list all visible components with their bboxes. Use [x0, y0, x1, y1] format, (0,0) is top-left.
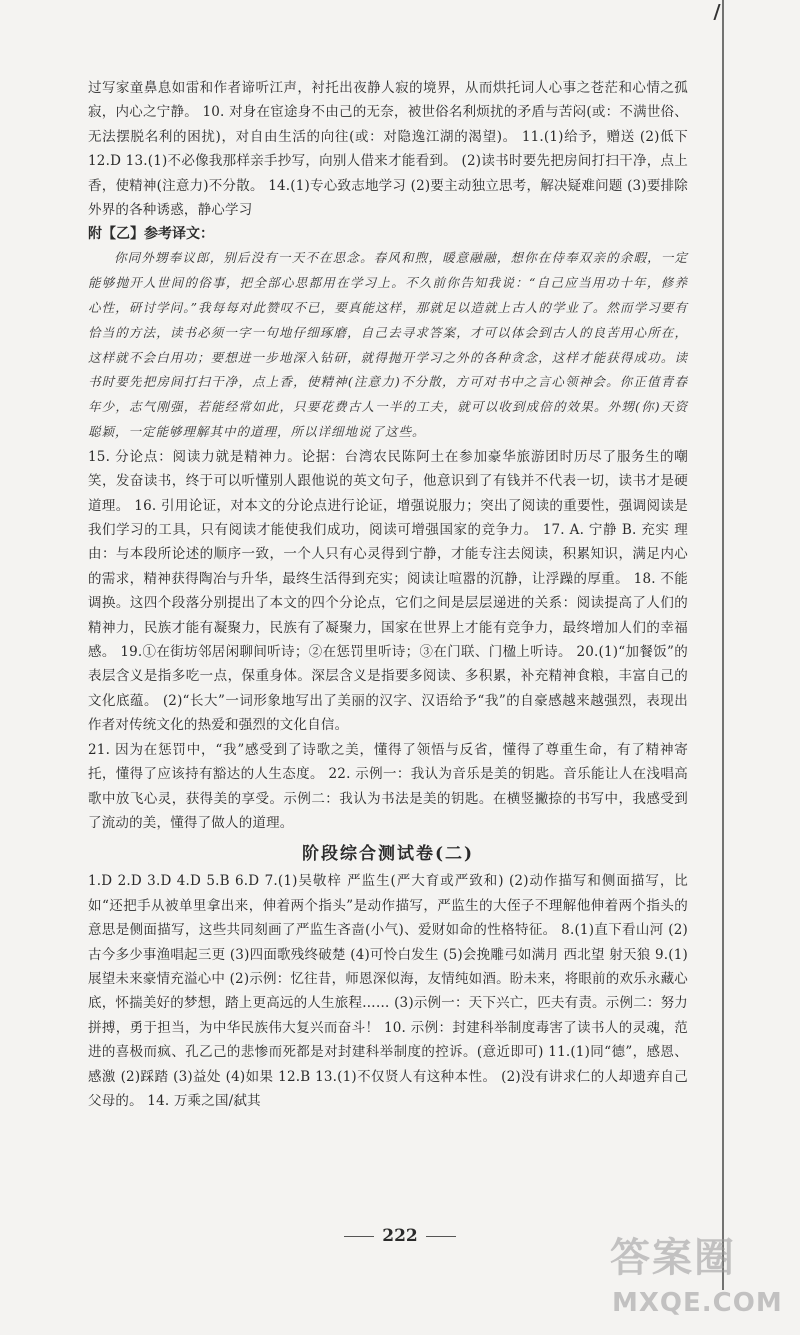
answer-paragraph-bottom: 1.D 2.D 3.D 4.D 5.B 6.D 7.(1)吴敬梓 严监生(严大育或严致和) (2)动作描写和侧面描写，比如“还把手从被单里拿出来，伸着两个指头”是动作描写，严监生的大侄子不理解他伸着两个指头的意思是侧面描写，这些共同刻画了严监生吝啬(小气)、爱财如命的性格特征。 8.(1)直下看山河 (2)古今多少事渔唱起三更 (3)四面歌残终破楚 (4)可怜白发生 (5)会挽雕弓如满月 西北望 射天狼 9.(1)展望未来豪情充溢心中 (2)示例：忆往昔，师恩深似海，友情纯如酒。盼未来，将眼前的欢乐永藏心底，怀揣美好的梦想，踏上更高远的人生旅程…… (3)示例一：天下兴亡，匹夫有责。示例二：努力拼搏，勇于担当，为中华民族伟大复兴而奋斗！ 10. 示例：封建科举制度毒害了读书人的灵魂，范进的喜极而疯、孔乙己的悲惨而死都是对封建科举制度的控诉。(意近即可) 11.(1)同“德”，感恩、感激 (2)踩踏 (3)益处 (4)如果 12.B 13.(1)不仅贤人有这种本性。 (2)没有讲求仁的人却遗弃自己父母的。 14. 万乘之国/弑其 — [88, 873, 688, 1109]
page-content — [88, 76, 688, 1113]
answer-paragraph-mid-1: 15. 分论点：阅读力就是精神力。论据：台湾农民陈阿土在参加豪华旅游团时历尽了服务生的嘲笑，发奋读书，终于可以听懂别人跟他说的英文句子，他意识到了有钱并不代表一切，读书才是硬道理。 16. 引用论证，对本文的分论点进行论证，增强说服力；突出了阅读的重要性，强调阅读是我们学习的工具，只有阅读才能使我们成功，阅读可增强国家的竞争力。 17. A. 宁静 B. 充实 理由：与本段所论述的顺序一致，一个人只有心灵得到宁静，才能专注去阅读，积累知识，满足内心的需求，精神获得陶冶与升华，最终生活得到充实；阅读让喧嚣的沉静，让浮躁的厚重。 18. 不能调换。这四个段落分别提出了本文的四个分论点，它们之间是层层递进的关系：阅读提高了人们的精神力，民族才能有凝聚力，民族有了凝聚力，国家在世界上才能有竞争力，最终增加人们的幸福感。 19.①在街坊邻居闲聊间听诗；②在惩罚里听诗；③在门联、门楹上听诗。 20.(1)“加餐饭”的表层含义是指多吃一点，保重身体。深层含义是指要多阅读、多积累，补充精神食粮，丰富自己的文化底蕴。 (2)“长大”一词形象地写出了美丽的汉字、汉语给予“我”的自豪感越来越强烈，表现出作者对传统文化的热爱和强烈的文化自信。 — [88, 448, 688, 734]
footer-dash-right — [426, 1236, 456, 1237]
section-title: 阶段综合测试卷(二) — [301, 844, 475, 865]
answer-paragraph-top: 过写家童鼻息如雷和作者谛听江声，衬托出夜静人寂的境界，从而烘托词人心事之苍茫和心情之孤寂，内心之宁静。 10. 对身在宦途身不由己的无奈，被世俗名利烦扰的矛盾与苦闷(或：不满世俗、无法摆脱名利的困扰)，对自由生活的向往(或：对隐逸江湖的渴望)。 11.(1)给予，赠送 (2)低下 12.D 13.(1)不必像我那样亲手抄写，向别人借来才能看到。 (2)读书时要先把房间打扫干净，点上香，使精神(注意力)不分散。 14.(1)专心致志地学习 (2)要主动独立思考，解决疑难问题 (3)要排除外界的各种诱惑，静心学习 — [88, 80, 688, 219]
binding-line — [722, 0, 724, 1290]
watermark-logo — [590, 1222, 790, 1332]
answer-paragraph-mid-2: 21. 因为在惩罚中，“我”感受到了诗歌之美，懂得了领悟与反省，懂得了尊重生命，有了精神寄托，懂得了应该持有豁达的人生态度。 22. 示例一：我认为音乐是美的钥匙。音乐能让人在浅唱高歌中放飞心灵，获得美的享受。示例二：我认为书法是美的钥匙。在横竖撇捺的书写中，我感受到了流动的美，懂得了做人的道理。 — [88, 741, 688, 831]
page-number: 222 — [382, 1226, 418, 1246]
footer-dash-left — [344, 1236, 374, 1237]
binding-mark — [713, 4, 726, 20]
reference-translation: 你同外甥奉议郎，别后没有一天不在思念。春风和煦，暖意融融，想你在侍奉双亲的余暇，一定能够抛开人世间的俗事，把全部心思都用在学习上。不久前你告知我说：“自己应当用功十年，修养心性，研讨学问。”我每每对此赞叹不已，要真能这样，那就足以造就上古人的学业了。然而学习要有恰当的方法，读书必须一字一句地仔细琢磨，自己去寻求答案，才可以体会到古人的良苦用心所在，这样就不会白用功；要想进一步地深入钻研，就得抛开学习之外的各种贪念，这样才能获得成功。读书时要先把房间打扫干净，点上香，使精神(注意力)不分散，方可对书中之言心领神会。你正值青春年少，志气刚强，若能经常如此，只要花费古人一半的工夫，就可以收到成倍的效果。外甥(你)天资聪颖，一定能够理解其中的道理，所以详细地说了这些。 — [88, 250, 688, 440]
appendix-heading: 附【乙】参考译文： — [88, 226, 214, 243]
watermark-top-text: 答案圈 — [610, 1235, 736, 1281]
watermark-bottom-text: MXQE.COM — [612, 1288, 783, 1318]
